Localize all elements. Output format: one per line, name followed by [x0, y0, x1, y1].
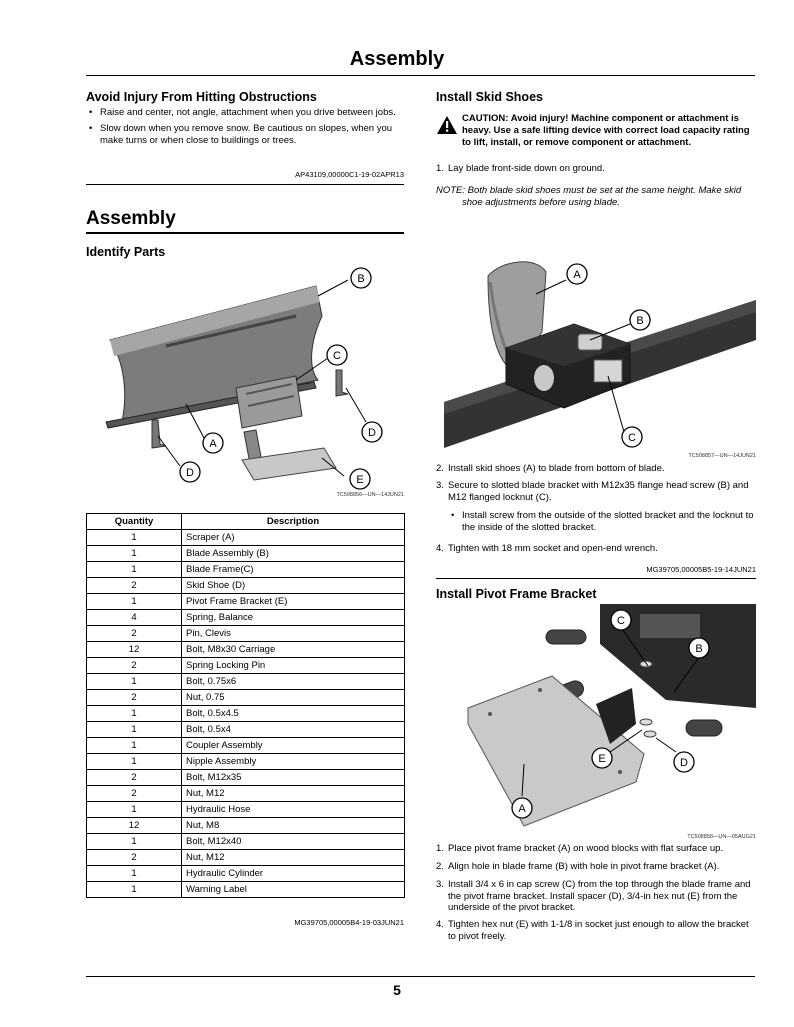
page-number: 5	[393, 982, 401, 998]
table-row	[87, 882, 405, 898]
warning-icon	[436, 115, 458, 135]
description-cell: Nut, M12	[182, 786, 405, 802]
callout-e: E	[356, 474, 364, 486]
pivot-callout-a: A	[518, 803, 526, 815]
parts-table	[86, 513, 405, 898]
step-number: 2.	[436, 463, 444, 474]
callout-d-left: D	[186, 467, 194, 479]
table-row	[87, 850, 405, 866]
table-row	[87, 530, 405, 546]
step-number: 4.	[436, 919, 444, 930]
step-number: 4.	[436, 543, 444, 554]
quantity-cell: 2	[87, 626, 182, 642]
column-header-quantity: Quantity	[87, 514, 182, 530]
description-cell: Nut, M8	[182, 818, 405, 834]
description-cell: Nut, M12	[182, 850, 405, 866]
pivot-figure-ref: TC508858—UN—05AUG21	[687, 834, 756, 840]
step-number: 1.	[436, 163, 444, 174]
table-row	[87, 834, 405, 850]
step-number: 2.	[436, 861, 444, 872]
table-row	[87, 866, 405, 882]
description-cell: Hydraulic Cylinder	[182, 866, 405, 882]
caution-text: CAUTION: Avoid injury! Machine component or attachment is heavy. Use a safe lifting device with correct load capacity rating to lift, install, or remove component or attachment.	[462, 113, 750, 148]
step-text: Tighten hex nut (E) with 1-1/8 in socket just enough to allow the bracket to pivot freely.	[448, 919, 749, 942]
table-row	[87, 610, 405, 626]
callout-b: B	[357, 273, 365, 285]
page-title: Assembly	[349, 48, 445, 70]
avoid-injury-heading: Avoid Injury From Hitting Obstructions	[86, 90, 317, 104]
step-text: Secure to slotted blade bracket with M12x35 flange head screw (B) and M12 flanged locknut (C).	[448, 480, 749, 503]
quantity-cell: 1	[87, 754, 182, 770]
quantity-cell: 2	[87, 690, 182, 706]
step-text: Tighten with 18 mm socket and open-end wrench.	[448, 543, 658, 554]
section-rule	[86, 184, 404, 185]
quantity-cell: 1	[87, 722, 182, 738]
skid-shoe-illustration	[444, 252, 756, 452]
skid-step-3	[436, 480, 756, 503]
description-cell: Nipple Assembly	[182, 754, 405, 770]
description-cell: Bolt, 0.5x4	[182, 722, 405, 738]
quantity-cell: 1	[87, 594, 182, 610]
pivot-callout-e: E	[598, 753, 606, 765]
quantity-cell: 1	[87, 562, 182, 578]
quantity-cell: 1	[87, 546, 182, 562]
skid-step-2	[436, 463, 756, 475]
skid-step-1	[436, 163, 756, 175]
quantity-cell: 2	[87, 850, 182, 866]
description-cell: Spring, Balance	[182, 610, 405, 626]
pivot-callout-b: B	[695, 643, 703, 655]
description-cell: Blade Frame(C)	[182, 562, 405, 578]
description-cell: Pivot Frame Bracket (E)	[182, 594, 405, 610]
table-row	[87, 658, 405, 674]
parts-table-body	[87, 530, 405, 898]
pivot-step-3	[436, 879, 756, 914]
list-item: • Slow down when you remove snow. Be cautious on slopes, when you make turns or when close to buildings or trees.	[86, 123, 404, 147]
step-text: Install skid shoes (A) to blade from bottom of blade.	[448, 463, 665, 474]
table-row	[87, 642, 405, 658]
pivot-step-2	[436, 861, 756, 873]
pivot-callout-c: C	[617, 615, 625, 627]
skid-callout-a: A	[573, 269, 581, 281]
table-row	[87, 578, 405, 594]
description-cell: Blade Assembly (B)	[182, 546, 405, 562]
table-row	[87, 690, 405, 706]
step-number: 3.	[436, 480, 444, 491]
description-cell: Hydraulic Hose	[182, 802, 405, 818]
quantity-cell: 4	[87, 610, 182, 626]
table-row	[87, 562, 405, 578]
quantity-cell: 1	[87, 802, 182, 818]
pivot-callout-d: D	[680, 757, 688, 769]
table-row	[87, 802, 405, 818]
list-item: • Install screw from the outside of the slotted bracket and the locknut to the inside of the slotted bracket.	[448, 510, 756, 534]
callout-d-right: D	[368, 427, 376, 439]
step-text: Lay blade front-side down on ground.	[448, 163, 605, 174]
identify-parts-heading: Identify Parts	[86, 245, 166, 259]
skid-callout-c: C	[628, 432, 636, 444]
locknut-window	[594, 360, 622, 382]
table-row	[87, 754, 405, 770]
quantity-cell: 12	[87, 642, 182, 658]
skid-shoe-right	[336, 370, 348, 396]
description-cell: Bolt, 0.75x6	[182, 674, 405, 690]
pivot-step-4	[436, 919, 756, 942]
description-cell: Warning Label	[182, 882, 405, 898]
skid-callout-b: B	[636, 315, 644, 327]
quantity-cell: 1	[87, 738, 182, 754]
table-row	[87, 722, 405, 738]
step-number: 1.	[436, 843, 444, 854]
table-row	[87, 818, 405, 834]
skid-step-4	[436, 543, 756, 555]
header-rule	[86, 75, 755, 76]
quantity-cell: 1	[87, 530, 182, 546]
list-item: • Raise and center, not angle, attachment when you drive between jobs.	[86, 107, 404, 119]
column-header-description: Description	[182, 514, 405, 530]
callout-c: C	[333, 350, 341, 362]
callout-a: A	[209, 438, 217, 450]
quantity-cell: 1	[87, 674, 182, 690]
quantity-cell: 12	[87, 818, 182, 834]
description-cell: Bolt, 0.5x4.5	[182, 706, 405, 722]
parts-illustration	[96, 262, 406, 498]
table-row	[87, 546, 405, 562]
table-header-row	[87, 514, 405, 530]
description-cell: Bolt, M12x35	[182, 770, 405, 786]
skid-shoes-ref: MG39705,00005B5-19-14JUN21	[646, 565, 756, 574]
quantity-cell: 2	[87, 786, 182, 802]
footer-rule	[86, 976, 755, 977]
note-text	[436, 185, 756, 209]
table-row	[87, 626, 405, 642]
skid-step-3-bullets	[448, 510, 756, 538]
quantity-cell: 1	[87, 882, 182, 898]
step-text: Place pivot frame bracket (A) on wood blocks with flat surface up.	[448, 843, 724, 854]
pivot-frame-illustration	[460, 604, 756, 830]
frame-plate	[640, 614, 700, 638]
table-row	[87, 770, 405, 786]
section-rule	[436, 578, 756, 579]
install-pivot-frame-heading: Install Pivot Frame Bracket	[436, 587, 597, 601]
step-text: Install 3/4 x 6 in cap screw (C) from the top through the blade frame and the pivot frame bracket. Install spacer (D), 3/4-in hex nut (E) from the underside of the pivot bracket.	[448, 879, 751, 913]
table-row	[87, 786, 405, 802]
description-cell: Pin, Clevis	[182, 626, 405, 642]
step-number: 3.	[436, 879, 444, 890]
table-row	[87, 674, 405, 690]
table-row	[87, 738, 405, 754]
avoid-injury-list	[86, 107, 404, 151]
description-cell: Nut, 0.75	[182, 690, 405, 706]
install-skid-shoes-heading: Install Skid Shoes	[436, 90, 543, 104]
description-cell: Bolt, M12x40	[182, 834, 405, 850]
description-cell: Bolt, M8x30 Carriage	[182, 642, 405, 658]
skid-figure-ref: TC508857—UN—14JUN21	[688, 453, 756, 459]
quantity-cell: 2	[87, 770, 182, 786]
description-cell: Spring Locking Pin	[182, 658, 405, 674]
quantity-cell: 2	[87, 578, 182, 594]
quantity-cell: 2	[87, 658, 182, 674]
step-text: Align hole in blade frame (B) with hole in pivot frame bracket (A).	[448, 861, 720, 872]
quantity-cell: 1	[87, 834, 182, 850]
parts-figure-ref: TC508856—UN—14JUN21	[336, 492, 404, 498]
bracket-hole	[534, 365, 554, 391]
table-row	[87, 594, 405, 610]
note-body: NOTE: Both blade skid shoes must be set at the same height. Make skid shoe adjustments before using blade.	[436, 185, 742, 208]
assembly-heading: Assembly	[86, 208, 176, 229]
avoid-injury-ref: AP43109,00000C1-19-02APR13	[295, 170, 404, 179]
description-cell: Skid Shoe (D)	[182, 578, 405, 594]
assembly-rule	[86, 232, 404, 234]
quantity-cell: 1	[87, 706, 182, 722]
description-cell: Scraper (A)	[182, 530, 405, 546]
assembly-ref: MG39705,00005B4-19-03JUN21	[294, 918, 404, 927]
table-row	[87, 706, 405, 722]
quantity-cell: 1	[87, 866, 182, 882]
description-cell: Coupler Assembly	[182, 738, 405, 754]
pivot-step-1	[436, 843, 756, 855]
